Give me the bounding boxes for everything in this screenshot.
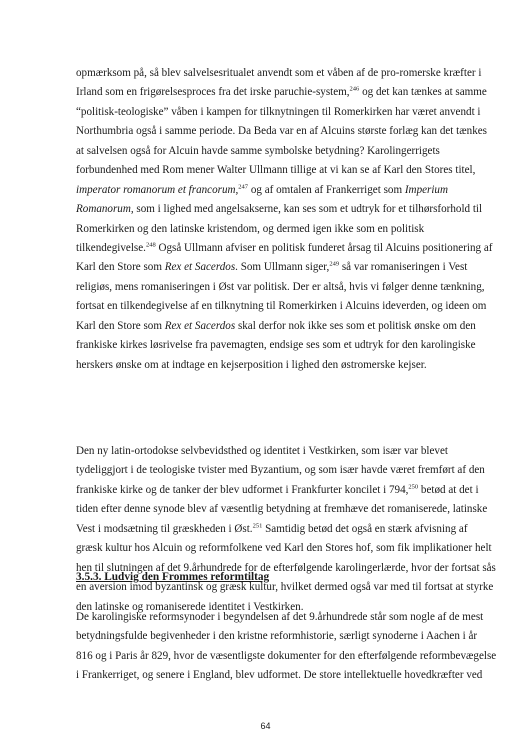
text-line: Vest i modsætning til græskheden i Øst.$^{251}$ Samtidig betød det også en stærk afvisning af — [76, 522, 468, 535]
text-line: Irland som en frigørelsesproces fra det irske paruchie-system,$^{246}$ og det kan tænkes at samme — [76, 85, 487, 99]
text-line: Northumbria også i samme periode. Da Beda var en af Alcuins største forlæg kan det tænkes — [76, 125, 487, 138]
text-line: Den ny latin-ortodokse selvbevidsthed og identitet i Vestkirken, som især var blevet — [76, 445, 448, 457]
text-line: den latinske og romaniserede identitet i Vestkirken. — [76, 600, 304, 613]
text-line: fortsat en tilkendegivelse af en tilknytning til Romerkirken i Alcuins ideverden, og ideen om — [76, 300, 487, 313]
footnote-ref[interactable]: 251 — [252, 522, 263, 530]
paragraph-1 — [76, 64, 496, 375]
text-line: at salvelsen også for Alcuin havde samme symbolske betydning? Karolingerrigets — [76, 144, 440, 157]
italic-text: Imperium — [404, 183, 448, 196]
text-line: imperator romanorum et francorum,$^{247}$ og af omtalen af Frankerriget som Imperium — [76, 182, 448, 196]
text-line: religiøs, mens romaniseringen i Øst var politisk. Der er altså, hvis vi følger denne tænkning, — [76, 280, 485, 293]
text-line: “politisk-teologiske” våben i kampen for tilknytningen til Romerkirken har været anvendt i — [76, 105, 481, 118]
text-line: hen til slutningen af det 9.århundrede for de efterfølgende karolingerlærde, hvor der fortsat sås — [76, 561, 496, 574]
text-line: betydningsfulde begivenheder i den kristne reformhistorie, særligt synoderne i Aachen i år — [76, 630, 478, 643]
section-heading: 3.5.3. Ludvig den Frommes reformtiltag — [76, 571, 270, 583]
text-line: tiden efter denne synode blev af væsentlig betydning at fremhæve det romaniserede, latinske — [76, 503, 488, 516]
text-line: frankiske kirke og de tanker der blev udformet i Frankfurter koncilet i 794,$^{250}$ betød at det i — [76, 483, 479, 496]
footnote-ref[interactable]: 246 — [349, 85, 360, 93]
footnote-ref[interactable]: 250 — [408, 483, 419, 491]
footnote-ref[interactable]: 249 — [329, 260, 340, 268]
text-line: opmærksom på, så blev salvelsesritualet anvendt som et våben af de pro-romerske kræfter i — [76, 67, 482, 79]
text-line: forbundenhed med Rom mener Walter Ullmann tillige at vi kan se af Karl den Stores titel, — [76, 164, 476, 177]
text-line: Romanorum, som i lighed med angelsakserne, kan ses som et udtryk for et tilhørsforhold til — [76, 203, 483, 216]
text-line: i Frankerriget, og senere i England, blev udformet. De store intellektuelle hovedkræfter ved — [76, 669, 483, 682]
italic-text: Rex et Sacerdos — [164, 261, 236, 274]
text-line: Romerkirken og den latinske kristendom, og dermed igen ikke som en politisk — [76, 222, 425, 235]
paragraph-3 — [76, 608, 496, 686]
paragraph-2 — [76, 442, 496, 617]
footnote-ref[interactable]: 248 — [145, 241, 156, 249]
text-line: tilkendegivelse.$^{248}$ Også Ullmann afviser en politisk funderet årsag til Alcuins positionering af — [76, 241, 493, 254]
text-line: en aversion imod byzantinsk og græsk kultur, hvilket dermed også var med til fortsat at styrke — [76, 581, 494, 594]
page-number: 64 — [260, 721, 271, 731]
text-line: Karl den Store som Rex et Sacerdos skal derfor nok ikke ses som et politisk ønske om den — [76, 319, 476, 332]
text-line: De karolingiske reformsynoder i begyndelsen af det 9.århundrede står som nogle af de mest — [76, 611, 484, 623]
text-line: Karl den Store som Rex et Sacerdos. Som Ullmann siger,$^{249}$ så var romaniseringen i Vest — [76, 260, 468, 274]
footnote-ref[interactable]: 247 — [238, 182, 249, 190]
text-line: græsk kultur hos Alcuin og reformfolkene ved Karl den Stores hof, som fik implikationer helt — [76, 542, 492, 555]
text-line: herskers ønske om at indtage en kejserposition i lighed den østromerske kejser. — [76, 358, 427, 371]
text-line: frankiske kirkes løsrivelse fra pavemagten, endsige ses som et udtryk for den karolingiske — [76, 339, 476, 352]
italic-text: imperator romanorum et francorum, — [76, 183, 239, 196]
italic-text: Romanorum, — [76, 203, 134, 216]
text-line: 816 og i Paris år 829, hvor de væsentligste dokumenter for den efterfølgende reformbevægelse — [76, 649, 497, 662]
text-line: tydeliggjort i de teologiske tvister med Byzantium, og som især havde været fremført af den — [76, 464, 485, 477]
italic-text: Rex et Sacerdos — [164, 319, 236, 332]
